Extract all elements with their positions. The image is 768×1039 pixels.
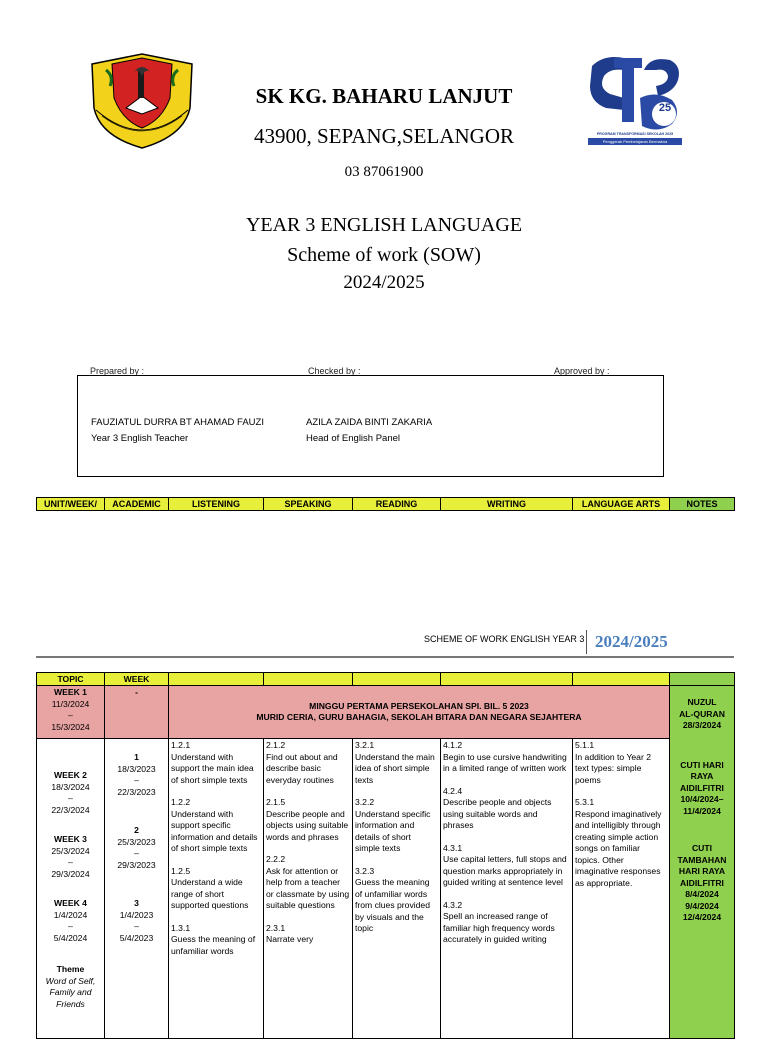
prepared-role: Year 3 English Teacher bbox=[91, 433, 189, 444]
document-subtitle: Scheme of work (SOW) bbox=[287, 244, 481, 266]
ts25-tagline-1: PROGRAM TRANSFORMASI SEKOLAH 2025 bbox=[596, 132, 674, 136]
school-address: 43900, SEPANG,SELANGOR bbox=[253, 124, 514, 148]
sow-table bbox=[36, 672, 735, 1039]
week1-academic: - bbox=[105, 686, 169, 739]
theme-value: Word of Self, Family and Friends bbox=[45, 975, 96, 1009]
col-notes: NOTES bbox=[670, 498, 735, 511]
prepared-name: FAUZIATUL DURRA BT AHAMAD FAUZI bbox=[91, 417, 264, 428]
header-rule bbox=[36, 656, 734, 658]
ts25-number: 25 bbox=[658, 102, 672, 114]
reading-cell: 3.2.1 Understand the main idea of short simple texts 3.2.2 Understand specific information and details of short simple texts 3.2.3 Guess the meaning of unfamiliar words from clues provided by visuals and the topic bbox=[353, 739, 441, 1039]
notes-cell: NUZUL AL-QURAN 28/3/2024 CUTI HARI RAYA AIDILFITRI 10/4/2024– 11/4/2024 CUTI TAMBAHAN HARI RAYA AIDILFITRI 8/4/2024 9/4/2024 12/4/2024 bbox=[670, 686, 735, 1039]
prepared-by-label: Prepared by : bbox=[90, 366, 145, 376]
writing-cell: 4.1.2 Begin to use cursive handwriting in a limited range of written work 4.2.4 Describe people and objects using suitable words and phrases 4.3.1 Use capital letters, full stops and question marks appropriately in guided writing at sentence level 4.3.2 Spell an increased range of familiar high frequency words accurately in guided writing bbox=[441, 739, 573, 1039]
ts25-tagline-2: Penggerak Pembelajaran Bermakna bbox=[588, 138, 682, 145]
col-listening: LISTENING bbox=[169, 498, 264, 511]
col-week: WEEK bbox=[105, 673, 169, 686]
page-header-text: SCHEME OF WORK ENGLISH YEAR 3 bbox=[424, 634, 585, 644]
col-writing: WRITING bbox=[441, 498, 573, 511]
language-arts-cell: 5.1.1 In addition to Year 2 text types: simple poems 5.3.1 Respond imaginatively and intelligibly through creating simple action songs on familiar topics. Other imaginative responses as appropriate. bbox=[573, 739, 670, 1039]
document-title: YEAR 3 ENGLISH LANGUAGE bbox=[245, 214, 523, 236]
theme-label: Theme bbox=[56, 964, 85, 974]
academic-week-cell: 1 18/3/2023 – 22/3/2023 2 25/3/2023 – 29/3/2023 3 1/4/2023 – 5/4/2023 bbox=[105, 739, 169, 1039]
week1-cell: WEEK 1 11/3/2024 – 15/3/2024 bbox=[37, 686, 105, 739]
school-phone: 03 87061900 bbox=[344, 164, 424, 180]
sow-header-table bbox=[36, 497, 735, 511]
ts25-logo bbox=[584, 52, 686, 150]
approved-by-label: Approved by : bbox=[554, 366, 610, 376]
col-academic: ACADEMIC bbox=[105, 498, 169, 511]
school-name: SK KG. BAHARU LANJUT bbox=[255, 84, 513, 108]
col-language-arts: LANGUAGE ARTS bbox=[573, 498, 670, 511]
week1-banner: MINGGU PERTAMA PERSEKOLAHAN SPI. BIL. 5 2023 MURID CERIA, GURU BAHAGIA, SEKOLAH BITARA DAN NEGARA SEJAHTERA bbox=[169, 686, 670, 739]
page-header-year: 2024/2025 bbox=[586, 630, 668, 654]
checked-by-label: Checked by : bbox=[308, 366, 361, 376]
col-speaking: SPEAKING bbox=[264, 498, 353, 511]
document-year: 2024/2025 bbox=[343, 272, 425, 293]
listening-cell: 1.2.1 Understand with support the main idea of short simple texts 1.2.2 Understand with support specific information and details of short simple texts 1.2.5 Understand a wide range of short supported questions 1.3.1 Guess the meaning of unfamiliar words bbox=[169, 739, 264, 1039]
speaking-cell: 2.1.2 Find out about and describe basic everyday routines 2.1.5 Describe people and objects using suitable words and phrases 2.2.2 Ask for attention or help from a teacher or classmate by using suitable questions 2.3.1 Narrate very bbox=[264, 739, 353, 1039]
checked-name: AZILA ZAIDA BINTI ZAKARIA bbox=[306, 417, 433, 428]
col-topic: TOPIC bbox=[37, 673, 105, 686]
col-unit-week: UNIT/WEEK/ bbox=[37, 498, 105, 511]
col-reading: READING bbox=[353, 498, 441, 511]
checked-role: Head of English Panel bbox=[306, 433, 401, 444]
topic-cell: WEEK 2 18/3/2024 – 22/3/2024 WEEK 3 25/3/2024 – 29/3/2024 WEEK 4 1/4/2024 – 5/4/2024 Theme Word of Self, Family and Friends bbox=[37, 739, 105, 1039]
